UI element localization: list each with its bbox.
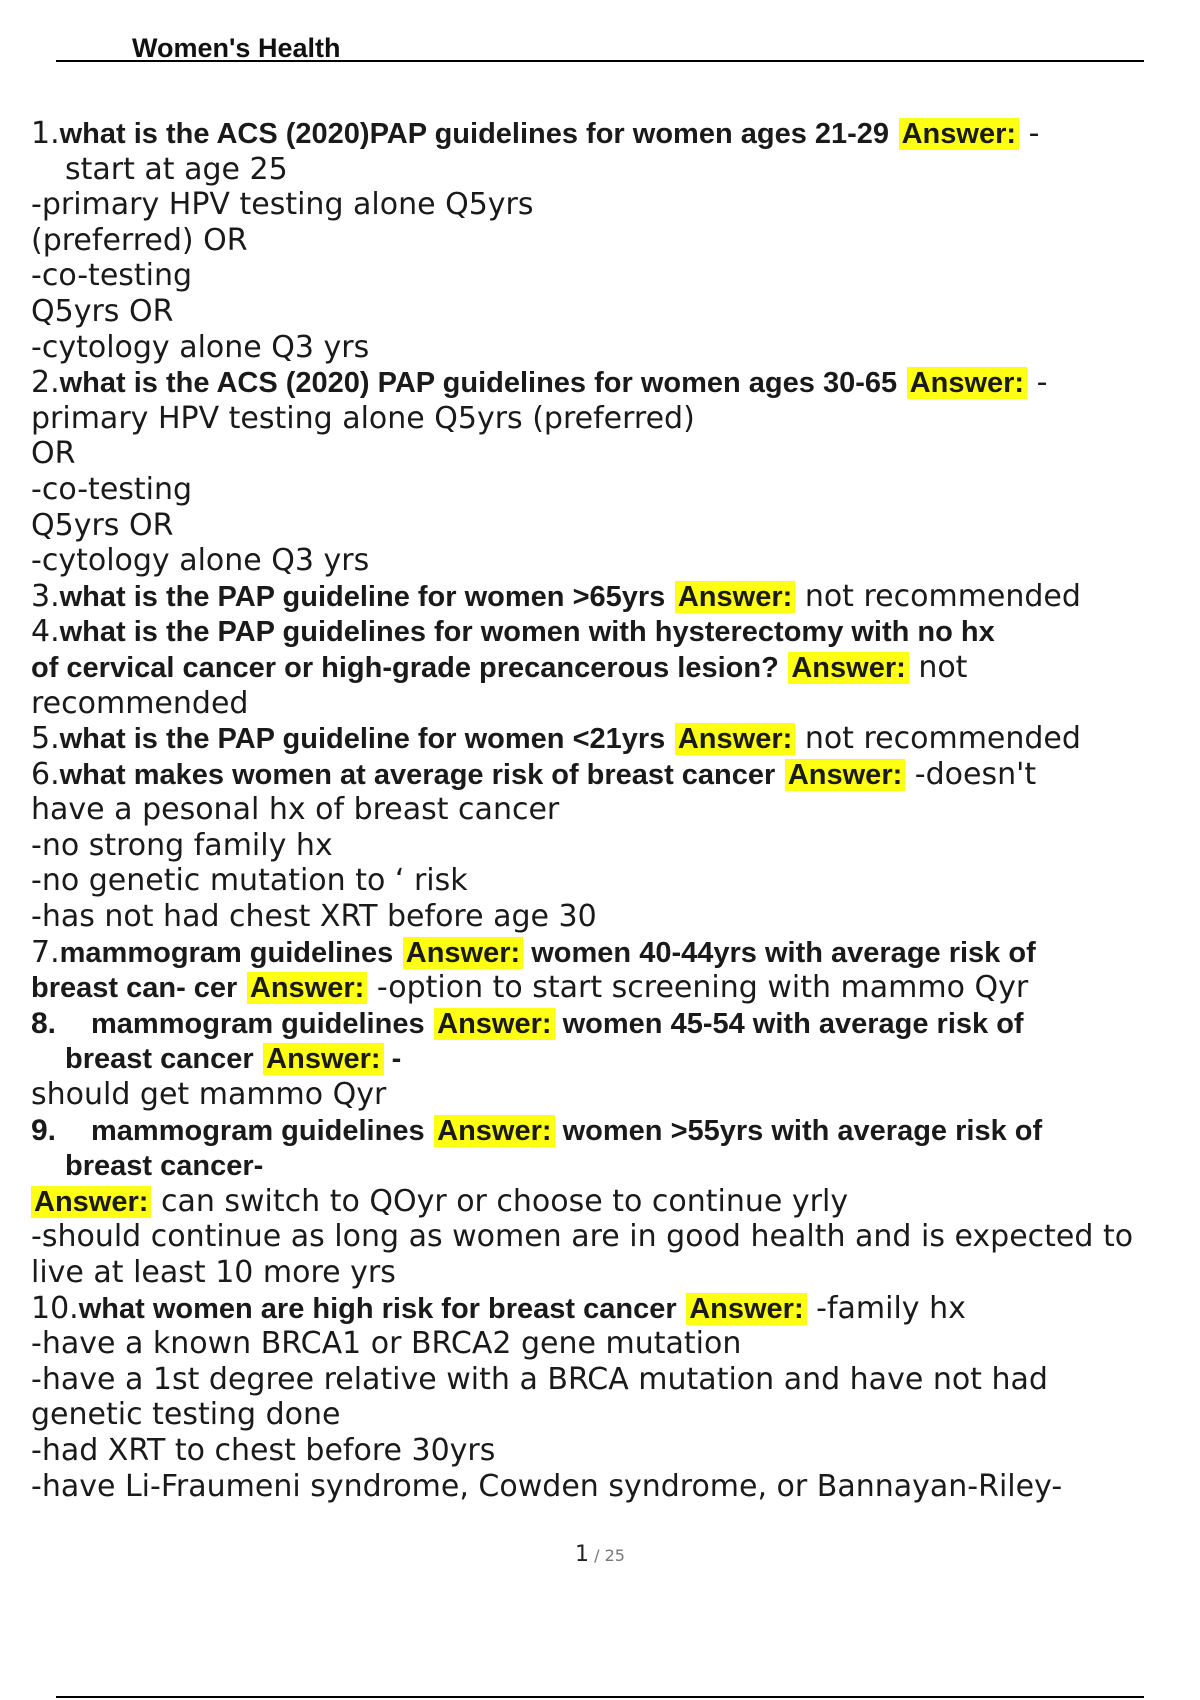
answer-label: Answer: bbox=[263, 1043, 383, 1075]
answer-label: Answer: bbox=[686, 1293, 806, 1325]
answer-text: -option to start screening with mammo Qyr bbox=[367, 970, 1029, 1006]
answer-text: can switch to QOyr or choose to continue yrly bbox=[151, 1183, 849, 1219]
question-7-cont bbox=[31, 970, 1200, 1006]
answer-label: Answer: bbox=[434, 1008, 554, 1040]
page-total: / 25 bbox=[589, 1546, 625, 1565]
question-4-cont bbox=[31, 650, 1200, 686]
question-text: what is the ACS (2020)PAP guidelines for women ages 21-29 bbox=[59, 118, 890, 150]
document-body bbox=[31, 116, 1200, 1504]
question-10 bbox=[31, 1291, 1200, 1327]
answer-line: -no genetic mutation to ‘ risk bbox=[31, 863, 468, 899]
answer-line: -have a 1st degree relative with a BRCA mutation and have not had bbox=[31, 1361, 1048, 1397]
answer-line: Q5yrs OR bbox=[31, 507, 174, 543]
question-text: what is the PAP guideline for women >65yrs bbox=[59, 580, 666, 613]
item-number: 7. bbox=[31, 934, 60, 970]
answer-line: start at age 25 bbox=[65, 151, 288, 187]
answer-line: (preferred) OR bbox=[31, 222, 248, 258]
answer-line: -co-testing bbox=[31, 258, 193, 294]
answer-text: - bbox=[1019, 116, 1040, 151]
footer-rule bbox=[56, 1696, 1144, 1698]
question-5 bbox=[31, 721, 1200, 757]
answer-text: - bbox=[1027, 365, 1048, 401]
question-text: breast cancer bbox=[65, 1043, 254, 1076]
question-text: what makes women at average risk of breast cancer bbox=[59, 758, 776, 791]
answer-line: OR bbox=[31, 436, 76, 472]
answer-label: Answer: bbox=[899, 118, 1019, 150]
item-number: 5. bbox=[31, 721, 60, 757]
answer-line: -no strong family hx bbox=[31, 827, 333, 863]
answer-line: should get mammo Qyr bbox=[31, 1077, 387, 1113]
question-text: what is the PAP guideline for women <21yrs bbox=[59, 723, 666, 756]
answer-line: -primary HPV testing alone Q5yrs bbox=[31, 187, 534, 223]
answer-text: not bbox=[908, 649, 968, 685]
answer-line: -had XRT to chest before 30yrs bbox=[31, 1432, 496, 1468]
answer-label: Answer: bbox=[907, 367, 1027, 399]
answer-line: -co-testing bbox=[31, 471, 193, 507]
question-2 bbox=[31, 365, 1200, 401]
question-4 bbox=[31, 614, 1200, 650]
answer-text: -family hx bbox=[806, 1290, 966, 1326]
answer-line: -should continue as long as women are in good health and is expected to bbox=[31, 1219, 1134, 1255]
question-3 bbox=[31, 579, 1200, 615]
answer-label: Answer: bbox=[434, 1115, 554, 1147]
answer-label: Answer: bbox=[788, 652, 908, 684]
answer-line: Q5yrs OR bbox=[31, 293, 174, 329]
question-text: mammogram guidelines bbox=[91, 1114, 425, 1147]
answer-line: recommended bbox=[31, 685, 249, 721]
page-header bbox=[56, 30, 1144, 62]
item-number: 2. bbox=[31, 365, 60, 401]
answer-label: Answer: bbox=[247, 972, 367, 1004]
answer-line: live at least 10 more yrs bbox=[31, 1255, 396, 1290]
item-number: 4. bbox=[31, 614, 60, 650]
item-number: 1. bbox=[31, 116, 60, 151]
question-text: women >55yrs with average risk of bbox=[554, 1114, 1043, 1147]
question-7 bbox=[31, 935, 1200, 971]
page-title: Women's Health bbox=[132, 33, 341, 63]
answer-label: Answer: bbox=[675, 723, 795, 755]
question-text: mammogram guidelines bbox=[59, 936, 394, 969]
answer-label: Answer: bbox=[675, 581, 795, 613]
question-text: breast can- cer bbox=[31, 972, 238, 1005]
question-1 bbox=[31, 116, 1200, 152]
question-text: mammogram guidelines bbox=[91, 1007, 425, 1040]
question-text: what is the PAP guidelines for women with hysterectomy with no hx bbox=[59, 616, 995, 649]
item-number: 8. bbox=[31, 1006, 57, 1040]
answer-line: genetic testing done bbox=[31, 1397, 341, 1433]
question-9-cont bbox=[31, 1148, 1200, 1184]
answer-line: -have a known BRCA1 or BRCA2 gene mutation bbox=[31, 1326, 742, 1362]
item-number: 9. bbox=[31, 1113, 57, 1147]
item-number: 6. bbox=[31, 756, 60, 792]
answer-label: Answer: bbox=[785, 759, 905, 791]
question-text: breast cancer- bbox=[65, 1150, 264, 1183]
answer-label: Answer: bbox=[403, 937, 523, 969]
answer-text: not recommended bbox=[795, 721, 1081, 757]
page-number bbox=[0, 1542, 1200, 1567]
question-text: what women are high risk for breast cancer bbox=[78, 1292, 677, 1325]
question-8-cont bbox=[31, 1041, 1200, 1077]
item-number: 3. bbox=[31, 578, 60, 614]
answer-line: have a pesonal hx of breast cancer bbox=[31, 792, 560, 828]
item-number: 10. bbox=[31, 1290, 79, 1326]
answer-line: -have Li-Fraumeni syndrome, Cowden syndrome, or Bannayan-Riley- bbox=[31, 1468, 1063, 1504]
question-text: what is the ACS (2020) PAP guidelines for women ages 30-65 bbox=[59, 367, 898, 400]
answer-text: not recommended bbox=[795, 578, 1081, 614]
question-9 bbox=[31, 1113, 1200, 1149]
answer-line: primary HPV testing alone Q5yrs (preferred) bbox=[31, 400, 695, 436]
answer-line: -has not had chest XRT before age 30 bbox=[31, 899, 597, 935]
answer-text: - bbox=[383, 1043, 402, 1076]
answer-text: -doesn't bbox=[905, 756, 1037, 792]
question-8 bbox=[31, 1006, 1200, 1042]
question-text: women 40-44yrs with average risk of bbox=[523, 936, 1036, 969]
question-6 bbox=[31, 757, 1200, 793]
page-current: 1 bbox=[575, 1542, 590, 1567]
answer-line: -cytology alone Q3 yrs bbox=[31, 543, 370, 579]
question-text: women 45-54 with average risk of bbox=[554, 1007, 1024, 1040]
answer-line: -cytology alone Q3 yrs bbox=[31, 329, 370, 365]
question-9-answer bbox=[31, 1184, 1200, 1220]
question-text: of cervical cancer or high-grade precancerous lesion? bbox=[31, 651, 779, 684]
answer-label: Answer: bbox=[31, 1186, 151, 1218]
